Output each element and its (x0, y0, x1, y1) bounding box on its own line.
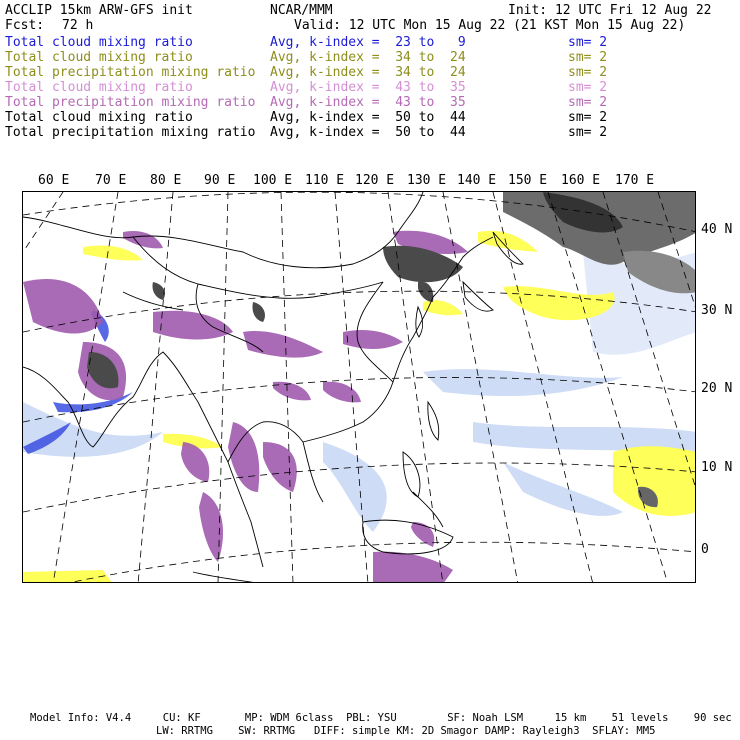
longitude-label: 60 E (38, 173, 70, 188)
field-k-index: Avg, k-index = 50 to 44 (270, 125, 466, 140)
model-info: Model Info: V4.4 CU: KF MP: WDM 6class PBL: YSU SF: Noah LSM 15 km 51 levels 90 sec (30, 712, 732, 724)
longitude-label: 170 E (615, 173, 655, 188)
field-k-index: Avg, k-index = 43 to 35 (270, 95, 466, 110)
field-smoothing: sm= 2 (568, 110, 608, 125)
map-canvas (23, 192, 696, 583)
field-smoothing: sm= 2 (568, 50, 608, 65)
latitude-label: 20 N (701, 381, 733, 396)
center-label: NCAR/MMM (270, 3, 333, 18)
field-smoothing: sm= 2 (568, 80, 608, 95)
field-smoothing: sm= 2 (568, 65, 608, 80)
field-name: Total cloud mixing ratio (5, 80, 193, 95)
model-title: ACCLIP 15km ARW-GFS init (5, 3, 193, 18)
longitude-label: 160 E (561, 173, 601, 188)
latitude-label: 40 N (701, 222, 733, 237)
field-k-index: Avg, k-index = 43 to 35 (270, 80, 466, 95)
field-smoothing: sm= 2 (568, 125, 608, 140)
latitude-label: 30 N (701, 303, 733, 318)
field-k-index: Avg, k-index = 23 to 9 (270, 35, 466, 50)
longitude-label: 110 E (305, 173, 345, 188)
longitude-label: 100 E (253, 173, 293, 188)
longitude-label: 140 E (457, 173, 497, 188)
field-name: Total precipitation mixing ratio (5, 125, 256, 140)
init-time: Init: 12 UTC Fri 12 Aug 22 (508, 3, 712, 18)
field-name: Total cloud mixing ratio (5, 50, 193, 65)
field-k-index: Avg, k-index = 34 to 24 (270, 50, 466, 65)
model-physics: LW: RRTMG SW: RRTMG DIFF: simple KM: 2D Smagor DAMP: Rayleigh3 SFLAY: MM5 (156, 725, 656, 737)
latitude-label: 10 N (701, 460, 733, 475)
longitude-label: 90 E (204, 173, 236, 188)
longitude-label: 70 E (95, 173, 127, 188)
field-name: Total precipitation mixing ratio (5, 65, 256, 80)
field-smoothing: sm= 2 (568, 95, 608, 110)
field-name: Total precipitation mixing ratio (5, 95, 256, 110)
forecast-map (22, 191, 696, 583)
longitude-label: 130 E (407, 173, 447, 188)
longitude-label: 80 E (150, 173, 182, 188)
longitude-label: 150 E (508, 173, 548, 188)
longitude-label: 120 E (355, 173, 395, 188)
field-name: Total cloud mixing ratio (5, 110, 193, 125)
field-name: Total cloud mixing ratio (5, 35, 193, 50)
field-k-index: Avg, k-index = 50 to 44 (270, 110, 466, 125)
forecast-label: Fcst: (5, 18, 45, 33)
valid-time: Valid: 12 UTC Mon 15 Aug 22 (21 KST Mon 15 Aug 22) (294, 18, 686, 33)
field-k-index: Avg, k-index = 34 to 24 (270, 65, 466, 80)
field-smoothing: sm= 2 (568, 35, 608, 50)
latitude-label: 0 (701, 542, 709, 557)
forecast-hours: 72 h (62, 18, 94, 33)
